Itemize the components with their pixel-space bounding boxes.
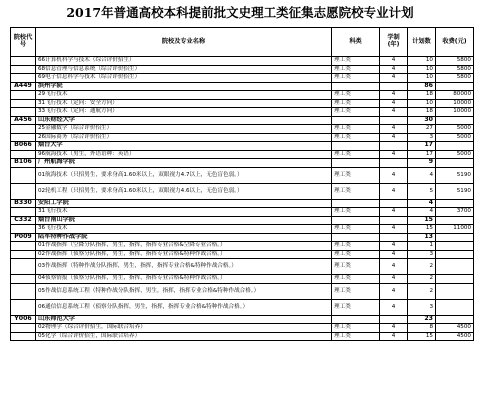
cell-subject: 理工类	[332, 259, 380, 275]
header-name: 院校及专业名称	[36, 28, 332, 57]
table-row	[11, 65, 474, 74]
cell-fee: 5190	[436, 167, 474, 183]
cell-name: 26国际商务（综合评价招生）	[36, 133, 332, 142]
cell-years: 4	[380, 332, 408, 341]
school-row	[11, 233, 474, 242]
cell-subject: 理工类	[332, 324, 380, 333]
cell-fee	[436, 315, 474, 324]
cell-plan: 4	[408, 199, 436, 208]
cell-plan: 10	[408, 74, 436, 83]
cell-code	[11, 150, 36, 159]
cell-years: 4	[380, 283, 408, 299]
cell-fee	[436, 242, 474, 251]
cell-years	[380, 116, 408, 125]
table-row	[11, 242, 474, 251]
cell-fee: 5800	[436, 74, 474, 83]
cell-subject: 理工类	[332, 208, 380, 217]
cell-name: 滨州学院	[36, 82, 332, 91]
cell-fee	[436, 233, 474, 242]
cell-name: 04侦察情报（侦察分队指挥，男生，指挥，指挥专业合格&特种作战合格。）	[36, 275, 332, 284]
cell-subject: 理工类	[332, 283, 380, 299]
table-row	[11, 57, 474, 66]
table-row	[11, 125, 474, 134]
school-row	[11, 216, 474, 225]
cell-years: 4	[380, 250, 408, 259]
cell-subject: 理工类	[332, 183, 380, 199]
table-header-row	[11, 28, 474, 57]
cell-plan: 18	[408, 108, 436, 117]
page-title: 2017年普通高校本科提前批文史理工类征集志愿院校专业计划	[66, 5, 414, 20]
cell-fee	[436, 142, 474, 151]
cell-plan: 9	[408, 159, 436, 168]
cell-fee: 5000	[436, 133, 474, 142]
cell-subject	[332, 233, 380, 242]
table-row	[11, 183, 474, 199]
cell-subject	[332, 82, 380, 91]
cell-years: 4	[380, 133, 408, 142]
cell-subject: 理工类	[332, 167, 380, 183]
cell-years: 4	[380, 150, 408, 159]
cell-name: 29飞行技术	[36, 91, 332, 100]
cell-code	[11, 332, 36, 341]
cell-years	[380, 159, 408, 168]
cell-fee	[436, 275, 474, 284]
cell-subject	[332, 199, 380, 208]
cell-plan: 2	[408, 283, 436, 299]
table-row	[11, 283, 474, 299]
cell-years: 4	[380, 259, 408, 275]
cell-plan: 3	[408, 133, 436, 142]
cell-code	[11, 57, 36, 66]
cell-plan: 86	[408, 82, 436, 91]
cell-plan: 23	[408, 315, 436, 324]
cell-years	[380, 82, 408, 91]
cell-plan: 10	[408, 65, 436, 74]
cell-plan: 17	[408, 142, 436, 151]
cell-code: B106	[11, 159, 36, 168]
cell-subject	[332, 159, 380, 168]
cell-years: 4	[380, 183, 408, 199]
cell-plan: 8	[408, 324, 436, 333]
cell-fee	[436, 159, 474, 168]
cell-years: 4	[380, 242, 408, 251]
cell-code: B066	[11, 142, 36, 151]
cell-years: 4	[380, 125, 408, 134]
table-row	[11, 99, 474, 108]
cell-name: 02作战指挥（侦察分队指挥，男生，指挥，指挥专业合格&特种作战合格。）	[36, 250, 332, 259]
table-row	[11, 250, 474, 259]
cell-name: 68信息管理与信息系统（综合评价招生）	[36, 65, 332, 74]
cell-subject: 理工类	[332, 250, 380, 259]
cell-plan: 15	[408, 225, 436, 234]
cell-plan: 3	[408, 299, 436, 315]
cell-plan: 15	[408, 332, 436, 341]
header-plan: 计划数	[408, 28, 436, 57]
cell-fee: 5000	[436, 125, 474, 134]
cell-fee: 11000	[436, 225, 474, 234]
cell-code: A449	[11, 82, 36, 91]
cell-code	[11, 225, 36, 234]
cell-plan: 10	[408, 57, 436, 66]
cell-code	[11, 250, 36, 259]
table-row	[11, 332, 474, 341]
cell-code	[11, 74, 36, 83]
cell-name: 陆军特种作战学院	[36, 233, 332, 242]
cell-fee	[436, 283, 474, 299]
cell-fee	[436, 250, 474, 259]
cell-fee: 5000	[436, 150, 474, 159]
cell-name: 69电子信息科学与技术（综合评价招生）	[36, 74, 332, 83]
cell-code: C332	[11, 216, 36, 225]
cell-subject: 理工类	[332, 74, 380, 83]
header-code: 院校代号	[11, 28, 36, 57]
cell-years: 4	[380, 57, 408, 66]
cell-name: 山东师范大学	[36, 315, 332, 324]
cell-code	[11, 275, 36, 284]
cell-years: 4	[380, 91, 408, 100]
cell-name: 02物理学（综合评价招生，国际联合培养）	[36, 324, 332, 333]
cell-code	[11, 324, 36, 333]
cell-fee	[436, 216, 474, 225]
cell-subject: 理工类	[332, 65, 380, 74]
cell-years: 4	[380, 208, 408, 217]
cell-code: P009	[11, 233, 36, 242]
cell-name: 05作战信息系统工程（特种作战分队指挥，男生，指挥，指挥专业合格&特种作战合格。）	[36, 283, 332, 299]
cell-years: 4	[380, 99, 408, 108]
cell-plan: 13	[408, 233, 436, 242]
school-row	[11, 159, 474, 168]
cell-code	[11, 125, 36, 134]
table-row	[11, 108, 474, 117]
cell-plan: 17	[408, 150, 436, 159]
cell-code	[11, 167, 36, 183]
admission-plan-table	[10, 27, 474, 341]
cell-plan: 4	[408, 167, 436, 183]
cell-subject	[332, 142, 380, 151]
cell-plan: 3	[408, 250, 436, 259]
cell-name: 31飞行技术	[36, 208, 332, 217]
cell-plan: 2	[408, 259, 436, 275]
table-row	[11, 167, 474, 183]
cell-code	[11, 65, 36, 74]
cell-name: 03作战指挥（特种作战分队指挥，男生，指挥，指挥专业合格&特种作战合格。）	[36, 259, 332, 275]
cell-years	[380, 315, 408, 324]
cell-name: 烟台南山学院	[36, 216, 332, 225]
cell-subject: 理工类	[332, 225, 380, 234]
cell-name: 36飞行技术	[36, 225, 332, 234]
cell-code	[11, 299, 36, 315]
cell-fee: 10000	[436, 108, 474, 117]
cell-plan: 27	[408, 125, 436, 134]
cell-years	[380, 142, 408, 151]
cell-fee	[436, 116, 474, 125]
school-row	[11, 142, 474, 151]
cell-name: 66计算机科学与技术（综合评价招生）	[36, 57, 332, 66]
cell-name: 01作战指挥（空降分队指挥，男生，指挥，指挥专业合格&空降专业合格。）	[36, 242, 332, 251]
cell-plan: 30	[408, 116, 436, 125]
cell-fee: 4500	[436, 324, 474, 333]
cell-plan: 10	[408, 99, 436, 108]
cell-name: 33飞行技术（定向：通航方向）	[36, 108, 332, 117]
cell-name: 山东财经大学	[36, 116, 332, 125]
cell-subject: 理工类	[332, 275, 380, 284]
cell-subject: 理工类	[332, 242, 380, 251]
cell-subject: 理工类	[332, 91, 380, 100]
cell-name: 02轮机工程（只招男生，要求身高1.60米以上，双眼视力4.6以上，无色盲色弱。）	[36, 183, 332, 199]
header-subject: 科类	[332, 28, 380, 57]
cell-fee	[436, 259, 474, 275]
table-row	[11, 225, 474, 234]
cell-code: A456	[11, 116, 36, 125]
cell-plan: 18	[408, 91, 436, 100]
school-row	[11, 82, 474, 91]
cell-years: 4	[380, 225, 408, 234]
cell-years: 4	[380, 74, 408, 83]
cell-years: 4	[380, 299, 408, 315]
school-row	[11, 199, 474, 208]
cell-subject: 理工类	[332, 299, 380, 315]
cell-years: 4	[380, 275, 408, 284]
cell-subject	[332, 315, 380, 324]
table-row	[11, 74, 474, 83]
table-row	[11, 324, 474, 333]
cell-code	[11, 208, 36, 217]
cell-subject: 理工类	[332, 125, 380, 134]
cell-subject: 理工类	[332, 108, 380, 117]
cell-years: 4	[380, 108, 408, 117]
cell-subject	[332, 216, 380, 225]
cell-years: 4	[380, 167, 408, 183]
school-row	[11, 116, 474, 125]
cell-subject	[332, 116, 380, 125]
cell-fee	[436, 299, 474, 315]
cell-plan: 5	[408, 183, 436, 199]
cell-name: 25金融数学（综合评价招生）	[36, 125, 332, 134]
table-row	[11, 275, 474, 284]
cell-code	[11, 242, 36, 251]
cell-plan: 2	[408, 275, 436, 284]
table-row	[11, 208, 474, 217]
cell-years	[380, 199, 408, 208]
cell-subject: 理工类	[332, 133, 380, 142]
cell-fee: 4500	[436, 332, 474, 341]
cell-name: 01航海技术（只招男生，要求身高1.60米以上，双眼视力4.7以上，无色盲色弱。）	[36, 167, 332, 183]
cell-fee: 3700	[436, 208, 474, 217]
cell-code	[11, 99, 36, 108]
cell-subject: 理工类	[332, 332, 380, 341]
cell-name: 31飞行技术（定向：安全方向）	[36, 99, 332, 108]
cell-years: 4	[380, 65, 408, 74]
cell-code	[11, 108, 36, 117]
cell-name: 烟台大学	[36, 142, 332, 151]
cell-name: 06通信信息系统工程（侦察分队指挥，男生，指挥，指挥专业合格&特种作战合格。）	[36, 299, 332, 315]
cell-code	[11, 259, 36, 275]
cell-name: 安阳工学院	[36, 199, 332, 208]
cell-code: Y006	[11, 315, 36, 324]
header-fee: 收费(元)	[436, 28, 474, 57]
cell-fee: 5800	[436, 65, 474, 74]
cell-name: 05化学（综合评价招生，国际联合培养）	[36, 332, 332, 341]
school-row	[11, 315, 474, 324]
cell-code	[11, 133, 36, 142]
table-row	[11, 299, 474, 315]
table-row	[11, 259, 474, 275]
cell-fee: 5190	[436, 183, 474, 199]
cell-fee: 80000	[436, 91, 474, 100]
cell-code	[11, 91, 36, 100]
cell-fee	[436, 199, 474, 208]
cell-fee: 10000	[436, 99, 474, 108]
header-years: 学制(年)	[380, 28, 408, 57]
table-row	[11, 133, 474, 142]
cell-fee: 5800	[436, 57, 474, 66]
cell-name: 广州航海学院	[36, 159, 332, 168]
cell-code	[11, 283, 36, 299]
cell-plan: 15	[408, 216, 436, 225]
cell-years	[380, 216, 408, 225]
cell-fee	[436, 82, 474, 91]
cell-subject: 理工类	[332, 99, 380, 108]
cell-plan: 1	[408, 242, 436, 251]
cell-subject: 理工类	[332, 150, 380, 159]
table-row	[11, 150, 474, 159]
table-row	[11, 91, 474, 100]
cell-code	[11, 183, 36, 199]
cell-plan: 4	[408, 208, 436, 217]
cell-years: 4	[380, 324, 408, 333]
cell-subject: 理工类	[332, 57, 380, 66]
cell-code: B330	[11, 199, 36, 208]
cell-years	[380, 233, 408, 242]
cell-name: 96航海技术（男生，外语语种：英语）	[36, 150, 332, 159]
